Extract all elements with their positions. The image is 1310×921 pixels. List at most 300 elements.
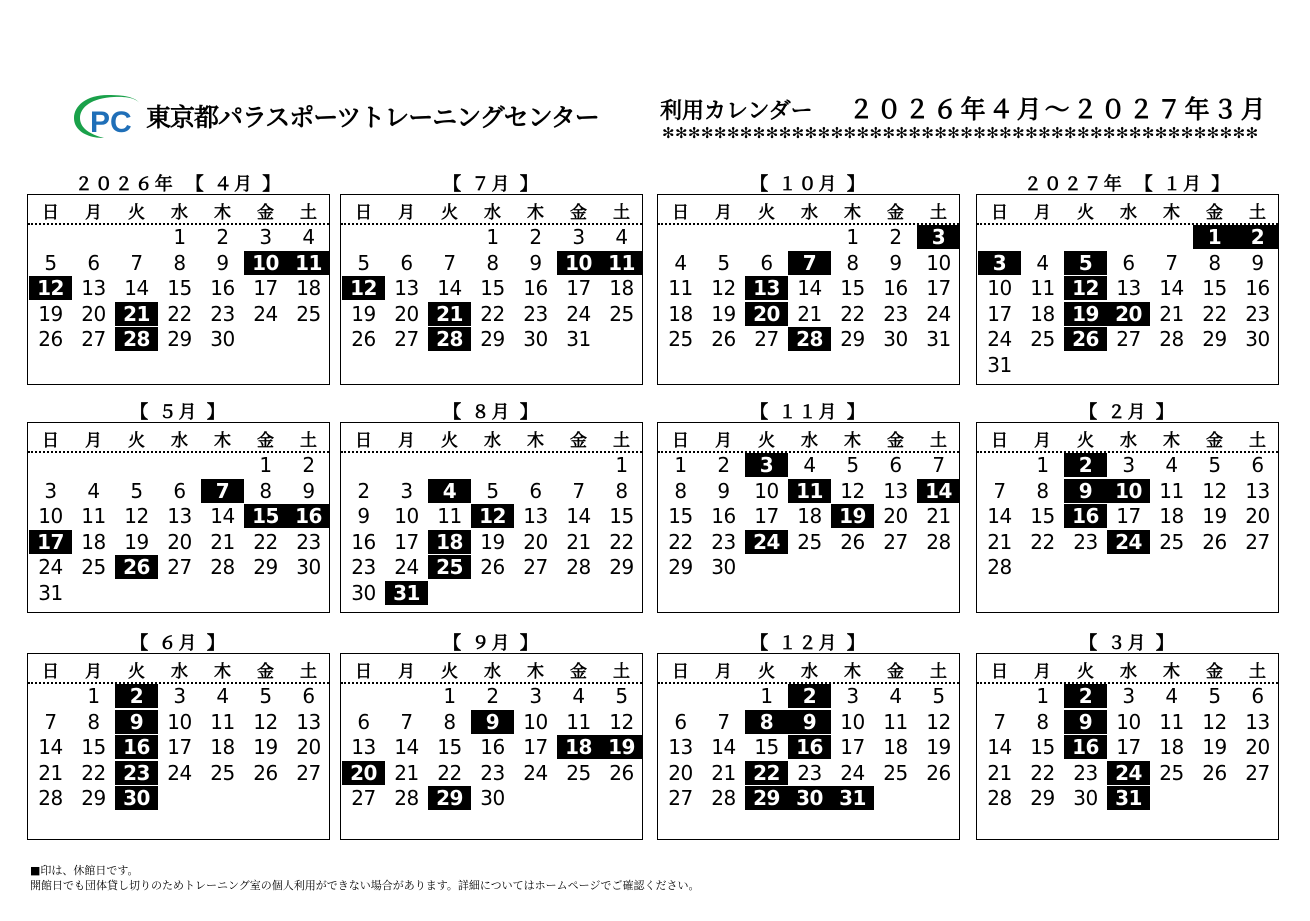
month-calendar <box>976 194 1279 385</box>
weekday-label: 金 <box>257 203 274 223</box>
day-cell: 30 <box>523 327 548 351</box>
month-calendar <box>976 653 1279 840</box>
weekday-label: 月 <box>1034 203 1051 223</box>
day-cell: 17 <box>394 529 419 554</box>
day-cell: 14 <box>437 276 462 300</box>
day-cell: 10 <box>754 478 779 503</box>
day-cell: 19 <box>351 301 376 326</box>
title-label: 利用カレンダー <box>660 99 813 124</box>
weekday-label: 日 <box>42 431 59 451</box>
weekday-label: 金 <box>1206 203 1223 223</box>
weekday-label: 土 <box>613 203 630 223</box>
day-cell: 13 <box>81 276 106 300</box>
day-cell: 25 <box>566 760 591 785</box>
closed-day-cell: 2 <box>1236 225 1279 249</box>
day-cell: 8 <box>443 709 456 734</box>
day-cell: 9 <box>302 478 315 503</box>
closed-day-cell: 10 <box>1107 479 1150 503</box>
day-cell: 10 <box>840 709 865 734</box>
closed-day-cell: 3 <box>745 453 788 477</box>
closed-day-cell: 3 <box>917 225 960 249</box>
day-cell: 27 <box>754 327 779 351</box>
day-cell: 1 <box>674 453 687 477</box>
month-calendar <box>340 194 643 385</box>
weekday-header <box>341 195 642 225</box>
weekday-header <box>977 423 1278 453</box>
weekday-label: 月 <box>715 431 732 451</box>
day-cell: 20 <box>394 301 419 326</box>
day-cell: 19 <box>253 735 278 759</box>
day-cell: 25 <box>296 301 321 326</box>
weekday-header <box>28 195 329 225</box>
day-cell: 20 <box>523 529 548 554</box>
day-cell: 14 <box>38 735 63 759</box>
month-calendar <box>976 422 1279 613</box>
day-cell: 20 <box>883 504 908 528</box>
day-cell: 12 <box>926 709 951 734</box>
day-cell: 19 <box>926 735 951 759</box>
weekday-label: 月 <box>398 431 415 451</box>
day-cell: 14 <box>711 735 736 759</box>
day-cell: 22 <box>437 760 462 785</box>
weekday-label: 火 <box>1077 203 1094 223</box>
day-cell: 3 <box>259 225 272 249</box>
month-calendar <box>340 653 643 840</box>
day-cell: 27 <box>394 327 419 351</box>
day-cell: 3 <box>1122 684 1135 708</box>
day-cell: 26 <box>351 327 376 351</box>
day-cell: 1 <box>259 453 272 477</box>
day-cell: 25 <box>797 529 822 554</box>
day-cell: 18 <box>210 735 235 759</box>
weekday-label: 木 <box>844 662 861 682</box>
day-cell: 25 <box>81 555 106 579</box>
weekday-label: 日 <box>672 203 689 223</box>
day-cell: 27 <box>883 529 908 554</box>
weekday-label: 水 <box>1120 431 1137 451</box>
day-cell: 2 <box>486 684 499 708</box>
day-cell: 13 <box>523 504 548 528</box>
day-cell: 12 <box>124 504 149 528</box>
month-calendar <box>27 194 330 385</box>
weekday-label: 土 <box>1249 431 1266 451</box>
day-cell: 18 <box>1159 504 1184 528</box>
day-cell: 28 <box>1159 327 1184 351</box>
weekday-label: 火 <box>1077 662 1094 682</box>
weekday-label: 土 <box>930 662 947 682</box>
day-cell: 5 <box>615 684 628 708</box>
closed-day-cell: 30 <box>788 786 831 810</box>
weekday-label: 水 <box>801 662 818 682</box>
closed-day-cell: 7 <box>788 251 831 275</box>
day-cell: 14 <box>394 735 419 759</box>
closed-day-cell: 31 <box>385 581 428 605</box>
day-cell: 10 <box>926 250 951 275</box>
day-cell: 5 <box>130 478 143 503</box>
closed-day-cell: 9 <box>471 710 514 734</box>
day-cell: 25 <box>668 327 693 351</box>
weekday-label: 日 <box>991 431 1008 451</box>
day-cell: 2 <box>302 453 315 477</box>
day-cell: 19 <box>1202 504 1227 528</box>
day-cell: 27 <box>1245 760 1270 785</box>
day-cell: 29 <box>253 555 278 579</box>
day-cell: 28 <box>926 529 951 554</box>
day-cell: 24 <box>394 555 419 579</box>
day-cell: 24 <box>566 301 591 326</box>
day-cell: 22 <box>167 301 192 326</box>
closed-day-cell: 31 <box>831 786 874 810</box>
weekday-header <box>28 654 329 684</box>
day-cell: 27 <box>1245 529 1270 554</box>
closed-day-cell: 4 <box>428 479 471 503</box>
closed-day-cell: 22 <box>745 761 788 785</box>
closed-day-cell: 1 <box>1193 225 1236 249</box>
day-cell: 16 <box>210 276 235 300</box>
closed-day-cell: 16 <box>788 735 831 759</box>
day-cell: 22 <box>609 529 634 554</box>
day-cell: 11 <box>668 276 693 300</box>
day-cell: 26 <box>253 760 278 785</box>
day-cell: 6 <box>889 453 902 477</box>
day-cell: 16 <box>523 276 548 300</box>
day-cell: 22 <box>1030 760 1055 785</box>
day-cell: 1 <box>1036 453 1049 477</box>
closed-day-cell: 26 <box>1064 327 1107 351</box>
weekday-label: 木 <box>844 431 861 451</box>
closed-day-cell: 20 <box>1107 302 1150 326</box>
day-cell: 11 <box>81 504 106 528</box>
day-cell: 23 <box>351 555 376 579</box>
day-cell: 26 <box>38 327 63 351</box>
day-cell: 20 <box>296 735 321 759</box>
month-title: 【 ３月 】 <box>1079 633 1176 654</box>
day-cell: 13 <box>1245 709 1270 734</box>
day-cell: 2 <box>216 225 229 249</box>
day-cell: 19 <box>1202 735 1227 759</box>
weekday-label: 金 <box>1206 662 1223 682</box>
day-cell: 12 <box>711 276 736 300</box>
weekday-label: 金 <box>887 203 904 223</box>
day-cell: 17 <box>1116 735 1141 759</box>
day-cell: 13 <box>1116 276 1141 300</box>
day-cell: 8 <box>615 478 628 503</box>
day-cell: 8 <box>1208 250 1221 275</box>
day-cell: 11 <box>1159 709 1184 734</box>
day-cell: 15 <box>1030 735 1055 759</box>
weekday-label: 金 <box>570 662 587 682</box>
day-cell: 26 <box>609 760 634 785</box>
month-title: 【 ８月 】 <box>443 402 540 423</box>
day-cell: 20 <box>1245 735 1270 759</box>
weekday-label: 木 <box>1163 431 1180 451</box>
weekday-label: 火 <box>758 662 775 682</box>
day-cell: 30 <box>711 555 736 579</box>
day-cell: 7 <box>400 709 413 734</box>
day-cell: 12 <box>253 709 278 734</box>
day-cell: 2 <box>529 225 542 249</box>
day-cell: 14 <box>987 504 1012 528</box>
weekday-label: 金 <box>257 431 274 451</box>
day-cell: 13 <box>394 276 419 300</box>
day-cell: 4 <box>87 478 100 503</box>
day-cell: 7 <box>443 250 456 275</box>
day-cell: 21 <box>210 529 235 554</box>
day-cell: 8 <box>846 250 859 275</box>
day-cell: 18 <box>668 301 693 326</box>
day-cell: 3 <box>572 225 585 249</box>
closed-day-cell: 10 <box>244 251 287 275</box>
day-cell: 24 <box>987 327 1012 351</box>
day-cell: 16 <box>711 504 736 528</box>
day-cell: 1 <box>443 684 456 708</box>
day-cell: 3 <box>1122 453 1135 477</box>
day-cell: 30 <box>1245 327 1270 351</box>
closed-day-cell: 18 <box>557 735 600 759</box>
closed-day-cell: 19 <box>831 504 874 528</box>
weekday-label: 日 <box>42 203 59 223</box>
closed-day-cell: 5 <box>1064 251 1107 275</box>
day-cell: 19 <box>711 301 736 326</box>
weekday-header <box>658 654 959 684</box>
day-cell: 6 <box>1251 684 1264 708</box>
day-cell: 3 <box>173 684 186 708</box>
closed-day-cell: 11 <box>287 251 330 275</box>
day-cell: 23 <box>883 301 908 326</box>
day-cell: 7 <box>993 478 1006 503</box>
day-cell: 28 <box>987 786 1012 810</box>
day-cell: 12 <box>1202 478 1227 503</box>
day-cell: 29 <box>668 555 693 579</box>
day-cell: 3 <box>400 478 413 503</box>
weekday-label: 土 <box>930 203 947 223</box>
day-cell: 14 <box>1159 276 1184 300</box>
day-cell: 24 <box>253 301 278 326</box>
weekday-label: 土 <box>1249 662 1266 682</box>
day-cell: 21 <box>38 760 63 785</box>
day-cell: 12 <box>609 709 634 734</box>
day-cell: 17 <box>754 504 779 528</box>
day-cell: 22 <box>1202 301 1227 326</box>
weekday-label: 木 <box>527 203 544 223</box>
weekday-label: 日 <box>355 431 372 451</box>
closed-day-cell: 19 <box>600 735 643 759</box>
day-cell: 11 <box>566 709 591 734</box>
closed-day-cell: 25 <box>428 555 471 579</box>
day-cell: 22 <box>1030 529 1055 554</box>
month-title: 【 ６月 】 <box>130 633 227 654</box>
weekday-label: 金 <box>570 431 587 451</box>
weekday-label: 月 <box>715 203 732 223</box>
day-cell: 30 <box>210 327 235 351</box>
weekday-header <box>658 195 959 225</box>
day-cell: 5 <box>1208 453 1221 477</box>
day-cell: 20 <box>81 301 106 326</box>
day-cell: 4 <box>803 453 816 477</box>
weekday-label: 日 <box>991 203 1008 223</box>
weekday-label: 水 <box>484 203 501 223</box>
day-cell: 24 <box>167 760 192 785</box>
day-cell: 11 <box>883 709 908 734</box>
day-cell: 9 <box>357 504 370 528</box>
weekday-label: 水 <box>484 431 501 451</box>
day-cell: 26 <box>1202 760 1227 785</box>
weekday-label: 木 <box>214 431 231 451</box>
closed-day-cell: 2 <box>788 684 831 708</box>
day-cell: 13 <box>1245 478 1270 503</box>
day-cell: 4 <box>302 225 315 249</box>
day-cell: 8 <box>87 709 100 734</box>
weekday-label: 月 <box>1034 431 1051 451</box>
closed-day-cell: 19 <box>1064 302 1107 326</box>
closed-day-cell: 9 <box>115 710 158 734</box>
weekday-label: 土 <box>300 203 317 223</box>
day-cell: 30 <box>296 555 321 579</box>
day-cell: 7 <box>130 250 143 275</box>
day-cell: 27 <box>81 327 106 351</box>
day-cell: 2 <box>717 453 730 477</box>
day-cell: 31 <box>566 327 591 351</box>
day-cell: 17 <box>253 276 278 300</box>
day-cell: 4 <box>216 684 229 708</box>
month-calendar <box>657 422 960 613</box>
day-cell: 17 <box>1116 504 1141 528</box>
day-cell: 16 <box>480 735 505 759</box>
day-cell: 22 <box>480 301 505 326</box>
weekday-label: 月 <box>398 203 415 223</box>
day-cell: 14 <box>566 504 591 528</box>
day-cell: 13 <box>351 735 376 759</box>
day-cell: 14 <box>210 504 235 528</box>
closed-day-cell: 8 <box>745 710 788 734</box>
day-cell: 5 <box>259 684 272 708</box>
day-cell: 30 <box>480 786 505 810</box>
day-cell: 29 <box>480 327 505 351</box>
day-cell: 27 <box>167 555 192 579</box>
day-cell: 28 <box>38 786 63 810</box>
day-cell: 16 <box>351 529 376 554</box>
closed-day-cell: 31 <box>1107 786 1150 810</box>
weekday-label: 水 <box>801 203 818 223</box>
day-cell: 5 <box>932 684 945 708</box>
weekday-label: 水 <box>801 431 818 451</box>
closed-day-cell: 18 <box>428 530 471 554</box>
day-cell: 18 <box>1030 301 1055 326</box>
closed-day-cell: 28 <box>788 327 831 351</box>
day-cell: 2 <box>357 478 370 503</box>
day-cell: 31 <box>38 580 63 605</box>
day-cell: 10 <box>523 709 548 734</box>
day-cell: 9 <box>717 478 730 503</box>
weekday-label: 日 <box>355 203 372 223</box>
closed-day-cell: 7 <box>201 479 244 503</box>
day-cell: 20 <box>1245 504 1270 528</box>
logo-lettering: PC <box>90 106 132 139</box>
day-cell: 14 <box>797 276 822 300</box>
day-cell: 15 <box>1202 276 1227 300</box>
closed-day-cell: 16 <box>287 504 330 528</box>
weekday-label: 水 <box>171 203 188 223</box>
day-cell: 6 <box>1251 453 1264 477</box>
closed-day-cell: 23 <box>115 761 158 785</box>
weekday-label: 日 <box>355 662 372 682</box>
weekday-label: 木 <box>527 431 544 451</box>
closed-day-cell: 2 <box>1064 453 1107 477</box>
header <box>0 0 1310 160</box>
day-cell: 29 <box>840 327 865 351</box>
day-cell: 27 <box>523 555 548 579</box>
day-cell: 29 <box>81 786 106 810</box>
day-cell: 15 <box>1030 504 1055 528</box>
day-cell: 14 <box>987 735 1012 759</box>
day-cell: 7 <box>717 709 730 734</box>
day-cell: 19 <box>480 529 505 554</box>
weekday-label: 木 <box>527 662 544 682</box>
day-cell: 10 <box>167 709 192 734</box>
decorative-stars: ✻✻✻✻✻✻✻✻✻✻✻✻✻✻✻✻✻✻✻✻✻✻✻✻✻✻✻✻✻✻✻✻✻✻✻✻✻✻✻✻✻✻✻✻✻✻ <box>662 124 1259 142</box>
day-cell: 10 <box>394 504 419 528</box>
closed-day-cell: 16 <box>1064 735 1107 759</box>
day-cell: 15 <box>754 735 779 759</box>
day-cell: 1 <box>486 225 499 249</box>
day-cell: 1 <box>1036 684 1049 708</box>
day-cell: 3 <box>846 684 859 708</box>
day-cell: 7 <box>1165 250 1178 275</box>
weekday-header <box>341 654 642 684</box>
weekday-label: 月 <box>1034 662 1051 682</box>
day-cell: 1 <box>760 684 773 708</box>
weekday-header <box>658 423 959 453</box>
day-cell: 26 <box>480 555 505 579</box>
title-period: ２０２６年４月～２０２７年３月 <box>848 95 1269 124</box>
day-cell: 20 <box>668 760 693 785</box>
day-cell: 23 <box>296 529 321 554</box>
closed-day-cell: 21 <box>428 302 471 326</box>
day-cell: 1 <box>615 453 628 477</box>
closed-day-cell: 2 <box>115 684 158 708</box>
day-cell: 11 <box>210 709 235 734</box>
day-cell: 23 <box>1245 301 1270 326</box>
note-closed-legend: ■印は、休館日です。 <box>30 864 139 877</box>
weekday-label: 火 <box>128 431 145 451</box>
day-cell: 25 <box>1159 529 1184 554</box>
weekday-label: 金 <box>887 662 904 682</box>
closed-day-cell: 9 <box>1064 710 1107 734</box>
day-cell: 29 <box>1202 327 1227 351</box>
weekday-header <box>28 423 329 453</box>
month-title: 【 ５月 】 <box>130 402 227 423</box>
day-cell: 7 <box>993 709 1006 734</box>
closed-day-cell: 29 <box>428 786 471 810</box>
day-cell: 24 <box>38 555 63 579</box>
closed-day-cell: 12 <box>342 276 385 300</box>
day-cell: 30 <box>883 327 908 351</box>
day-cell: 18 <box>883 735 908 759</box>
month-calendar <box>27 653 330 840</box>
day-cell: 17 <box>566 276 591 300</box>
day-cell: 24 <box>840 760 865 785</box>
day-cell: 21 <box>926 504 951 528</box>
closed-day-cell: 11 <box>788 479 831 503</box>
day-cell: 26 <box>926 760 951 785</box>
weekday-label: 火 <box>758 431 775 451</box>
day-cell: 12 <box>1202 709 1227 734</box>
closed-day-cell: 14 <box>917 479 960 503</box>
day-cell: 6 <box>760 250 773 275</box>
day-cell: 6 <box>529 478 542 503</box>
day-cell: 4 <box>1165 453 1178 477</box>
day-cell: 4 <box>674 250 687 275</box>
